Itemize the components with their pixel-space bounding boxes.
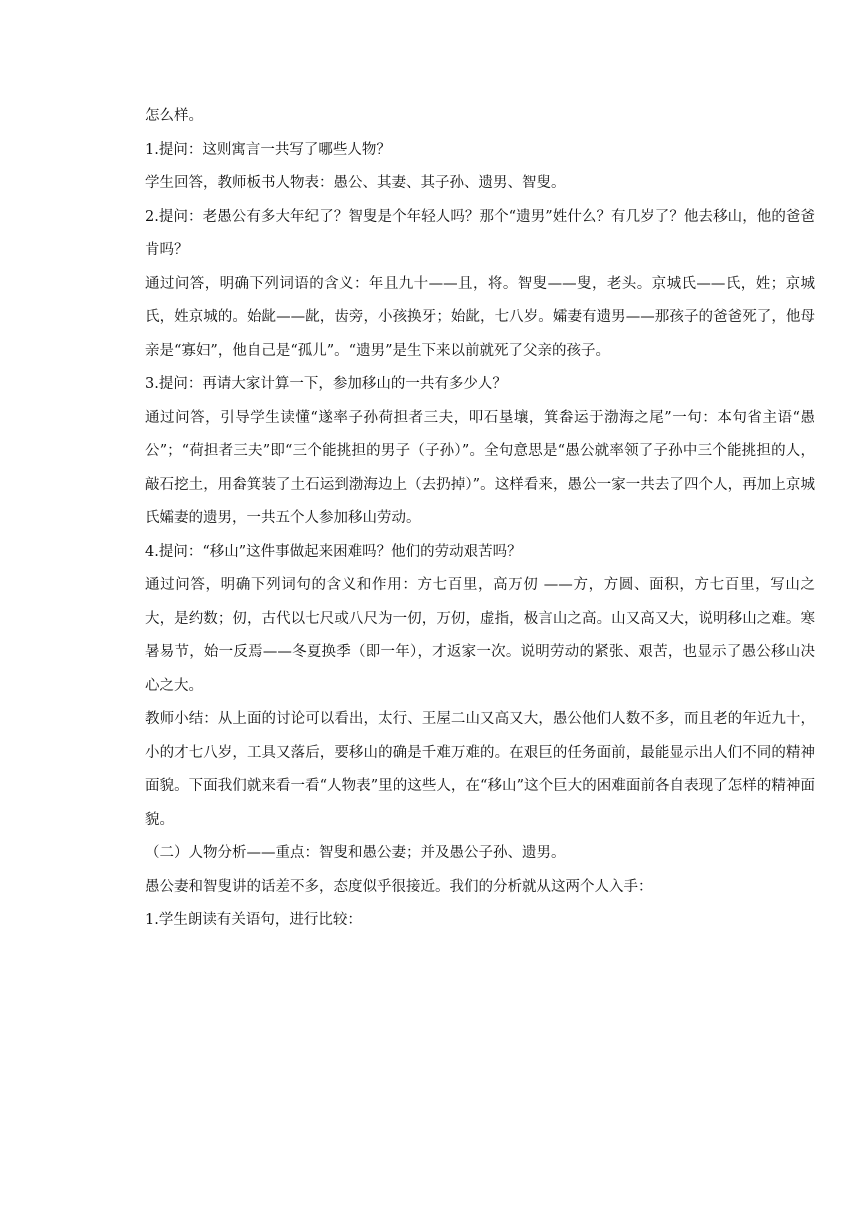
paragraph: 通过问答，明确下列词句的含义和作用：方七百里，高万仞 ——方，方圆、面积，方七百里，写山之大，是约数；仞，古代以七尺或八尺为一仞，万仞，虚指，极言山之高。山又高又大，说明移山之难。寒暑易节，始一反焉——冬夏换季（即一年），才返家一次。说明劳动的紧张、艰苦，也显示了愚公移山决心之大。 <box>145 577 815 694</box>
paragraph: 4.提问：“移山”这件事做起来困难吗？他们的劳动艰苦吗？ <box>145 543 522 560</box>
paragraph: 怎么样。 <box>145 108 203 124</box>
paragraph: 1.提问：这则寓言一共写了哪些人物？ <box>145 141 391 158</box>
paragraph: 通过问答，明确下列词语的含义：年且九十——且，将。智叟——叟，老头。京城氏——氏，姓；京城氏，姓京城的。始龀——龀，齿旁，小孩换牙；始龀，七八岁。孀妻有遗男——那孩子的爸爸死了，他母亲是“寡妇”，他自己是“孤儿”。“遗男”是生下来以前就死了父亲的孩子。 <box>145 275 815 359</box>
paragraph: 3.提问：再请大家计算一下，参加移山的一共有多少人？ <box>145 376 507 392</box>
paragraph: 学生回答，教师板书人物表：愚公、其妻、其子孙、遗男、智叟。 <box>145 175 566 191</box>
paragraph: 愚公妻和智叟讲的话差不多，态度似乎很接近。我们的分析就从这两个人入手： <box>145 878 653 895</box>
paragraph: 通过问答，引导学生读懂“遂率子孙荷担者三夫，叩石垦壤，箕畚运于渤海之尾”一句：本句省主语“愚公”；“荷担者三夫”即“三个能挑担的男子（子孙）”。全句意思是“愚公就率领了子孙中三个能挑担的人，敲石挖土，用畚箕装了土石运到渤海边上（去扔掉）”。这样看来，愚公一家一共去了四个人，再加上京城氏孀妻的遗男，一共五个人参加移山劳动。 <box>145 409 815 526</box>
paragraph: 1.学生朗读有关语句，进行比较： <box>145 912 362 928</box>
document-body <box>145 100 815 938</box>
paragraph: （二）人物分析——重点：智叟和愚公妻；并及愚公子孙、遗男。 <box>145 845 566 861</box>
paragraph: 教师小结：从上面的讨论可以看出，太行、王屋二山又高又大，愚公他们人数不多，而且老的年近九十，小的才七八岁，工具又落后，要移山的确是千难万难的。在艰巨的任务面前，最能显示出人们不同的精神面貌。下面我们就来看一看“人物表”里的这些人，在“移山”这个巨大的困难面前各自表现了怎样的精神面貌。 <box>145 711 815 828</box>
paragraph: 2.提问：老愚公有多大年纪了？智叟是个年轻人吗？那个“遗男”姓什么？有几岁了？他去移山，他的爸爸肯吗？ <box>145 208 815 258</box>
